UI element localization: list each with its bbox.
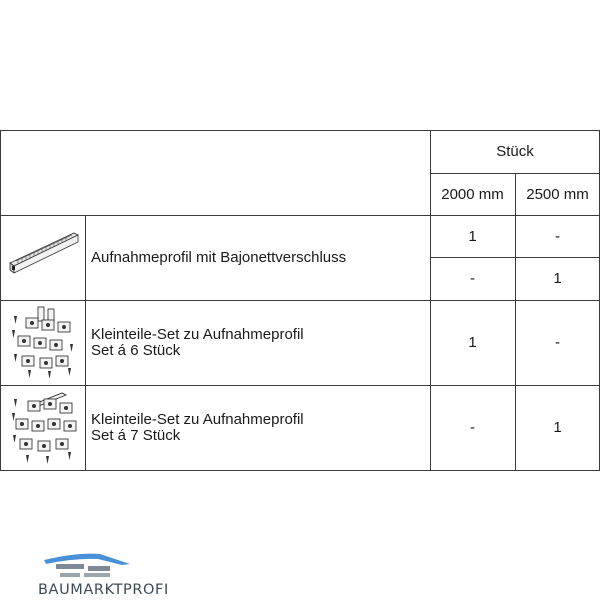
baumarktprofi-logo [38, 548, 169, 600]
column-header-2000mm: 2000 mm [441, 185, 504, 203]
qty-2500mm: - [555, 227, 560, 245]
row-description [91, 300, 426, 385]
description-line: Aufnahmeprofil mit Bajonettverschluss [91, 248, 347, 266]
qty-2500mm: 1 [553, 419, 562, 436]
mounting-profile-rail-icon [4, 225, 82, 285]
qty-2500mm: - [555, 334, 560, 351]
row-description [91, 385, 426, 470]
qty-2500mm: 1 [553, 270, 562, 287]
logo-roof-icon [38, 548, 163, 582]
qty-2000mm: - [470, 419, 475, 436]
small-parts-set-7-icon [8, 389, 80, 467]
table-border-left [0, 130, 1, 471]
description-line: Kleinteile-Set zu Aufnahmeprofil [91, 325, 304, 343]
description-line: Set á 7 Stück [91, 426, 181, 444]
qty-2000mm: 1 [468, 227, 477, 245]
description-line: Kleinteile-Set zu Aufnahmeprofil [91, 410, 304, 428]
quantity-header: Stück [496, 143, 534, 160]
qty-2000mm: - [470, 270, 475, 287]
column-header-2500mm: 2500 mm [526, 185, 589, 203]
row-description [91, 215, 426, 300]
small-parts-set-6-icon [8, 304, 78, 382]
qty-2000mm: 1 [468, 334, 477, 351]
table-border-bottom [0, 470, 600, 471]
description-line: Set á 6 Stück [91, 341, 181, 359]
image-column-divider [85, 215, 86, 471]
parts-table [0, 130, 600, 471]
logo-text: BAUMARKTPROFI [38, 582, 169, 598]
